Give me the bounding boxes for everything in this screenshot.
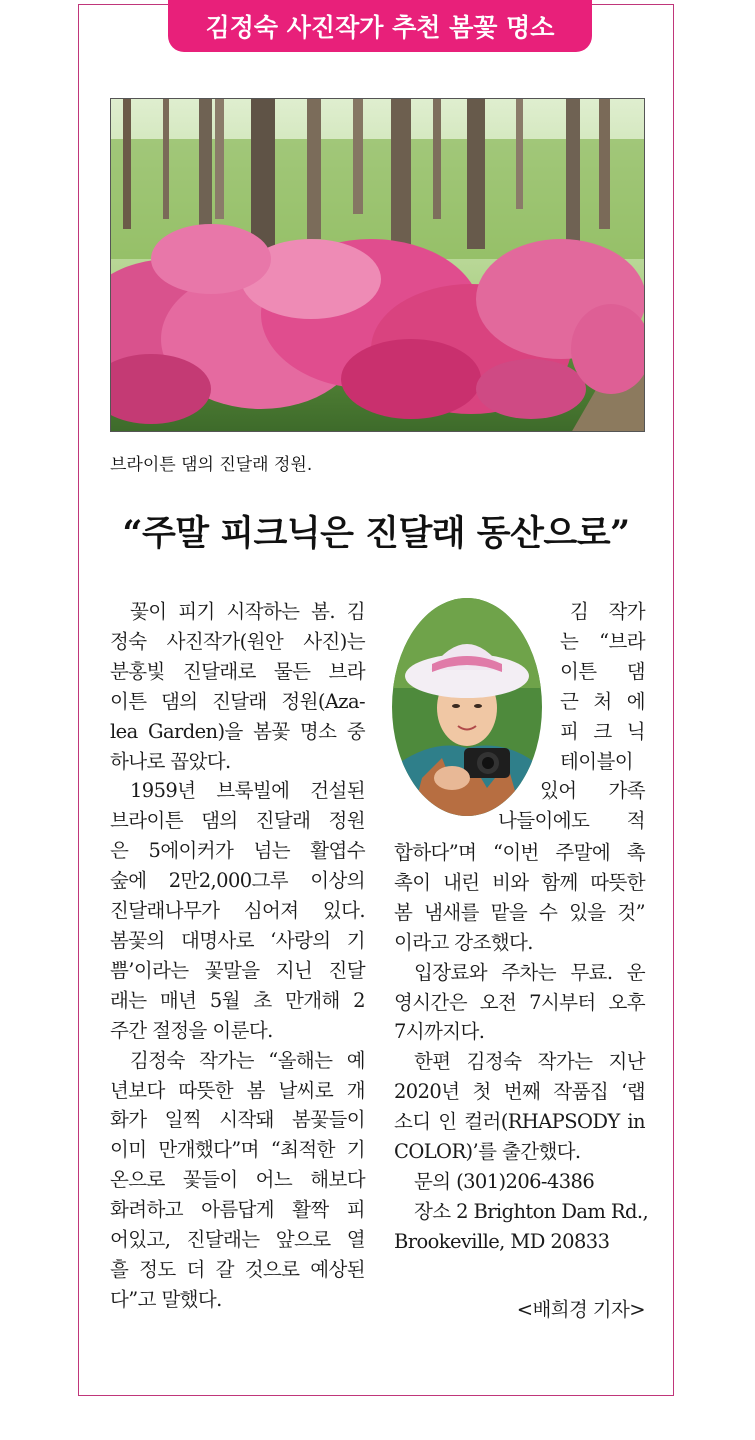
body-line: 김 작가 (570, 600, 645, 623)
body-line: 봄 냄새를 맡을 수 있을 것” (394, 900, 645, 924)
body-line: 이라고 강조했다. (394, 930, 533, 954)
body-line: 주간 절정을 이룬다. (110, 1018, 273, 1042)
body-line: 하나로 꼽았다. (110, 749, 231, 773)
body-line: 정숙 사진작가(원안 사진)는 (110, 629, 365, 653)
headline: “주말 피크닉은 진달래 동산으로” (122, 513, 630, 554)
body-line: 는 “브라 (560, 629, 645, 653)
body-line: 나들이에도 적 (498, 809, 645, 833)
body-line: 문의 (301)206-4386 (414, 1169, 595, 1193)
body-line: 흘 정도 더 갈 것으로 예상된 (110, 1257, 365, 1281)
body-line: COLOR)’를 출간했다. (394, 1140, 581, 1164)
body-line: 꽃이 피기 시작하는 봄. 김 (130, 600, 365, 623)
body-line: 근 처 에 (560, 689, 645, 713)
body-line: 영시간은 오전 7시부터 오후 (394, 990, 645, 1014)
body-line: 화가 일찍 시작돼 봄꽃들이 (110, 1108, 365, 1132)
article-column-right-wrap (498, 597, 645, 836)
body-line: 온으로 꽃들이 어느 해보다 (110, 1168, 365, 1192)
body-line: 이미 만개했다”며 “최적한 기 (110, 1138, 365, 1162)
body-line: 진달래나무가 심어져 있다. (110, 899, 365, 923)
body-line: 은 5에이커가 넘는 활엽수 (110, 839, 365, 863)
article-column-right (394, 838, 649, 1257)
body-line: 년보다 따뜻한 봄 날씨로 개 (110, 1078, 365, 1102)
body-line: 1959년 브룩빌에 건설된 (130, 779, 365, 803)
body-line: 입장료와 주차는 무료. 운 (414, 960, 645, 984)
body-line: 분홍빛 진달래로 물든 브라 (110, 659, 365, 683)
body-line: 2020년 첫 번째 작품집 ‘랩 (394, 1080, 645, 1104)
section-title: 김정숙 사진작가 추천 봄꽃 명소 (168, 0, 592, 52)
body-line: 피 크 닉 (560, 719, 645, 743)
body-line: 한편 김정숙 작가는 지난 (414, 1050, 645, 1074)
body-line: 래는 매년 5월 초 만개해 2 (110, 988, 365, 1012)
article-column-left (110, 597, 365, 1315)
portrait-photo (392, 598, 542, 816)
body-line: lea Garden)을 봄꽃 명소 중 (110, 719, 365, 743)
body-line: 브라이튼 댐의 진달래 정원 (110, 809, 365, 833)
byline: <배희경 기자> (516, 1298, 645, 1321)
body-line: 합하다”며 “이번 주말에 촉 (394, 841, 645, 864)
body-line: 이튼 댐 (560, 659, 645, 683)
body-line: 봄꽃의 대명사로 ‘사랑의 기 (110, 928, 365, 952)
body-line: 촉이 내린 비와 함께 따뜻한 (394, 870, 645, 894)
body-line: 테이블이 (560, 749, 633, 773)
body-line: 소디 인 컬러(RHAPSODY in (394, 1110, 645, 1134)
body-line: 있어 가족 (540, 779, 645, 803)
body-line: 숲에 2만2,000그루 이상의 (110, 869, 365, 893)
body-line: 화려하고 아름답게 활짝 피 (110, 1198, 365, 1222)
body-line: 어있고, 진달래는 앞으로 열 (110, 1228, 365, 1252)
body-line: 다”고 말했다. (110, 1287, 222, 1311)
body-line: 쁨’이라는 꽃말을 지닌 진달 (110, 958, 365, 982)
body-line: 7시까지다. (394, 1020, 485, 1044)
body-line: 이튼 댐의 진달래 정원(Aza- (110, 689, 365, 713)
azalea-garden-photo (110, 98, 645, 432)
body-line: 장소 2 Brighton Dam Rd., (414, 1199, 649, 1223)
photo-caption: 브라이튼 댐의 진달래 정원. (110, 455, 313, 475)
body-line: 김정숙 작가는 “올해는 예 (130, 1048, 365, 1072)
body-line: Brookeville, MD 20833 (394, 1229, 610, 1253)
